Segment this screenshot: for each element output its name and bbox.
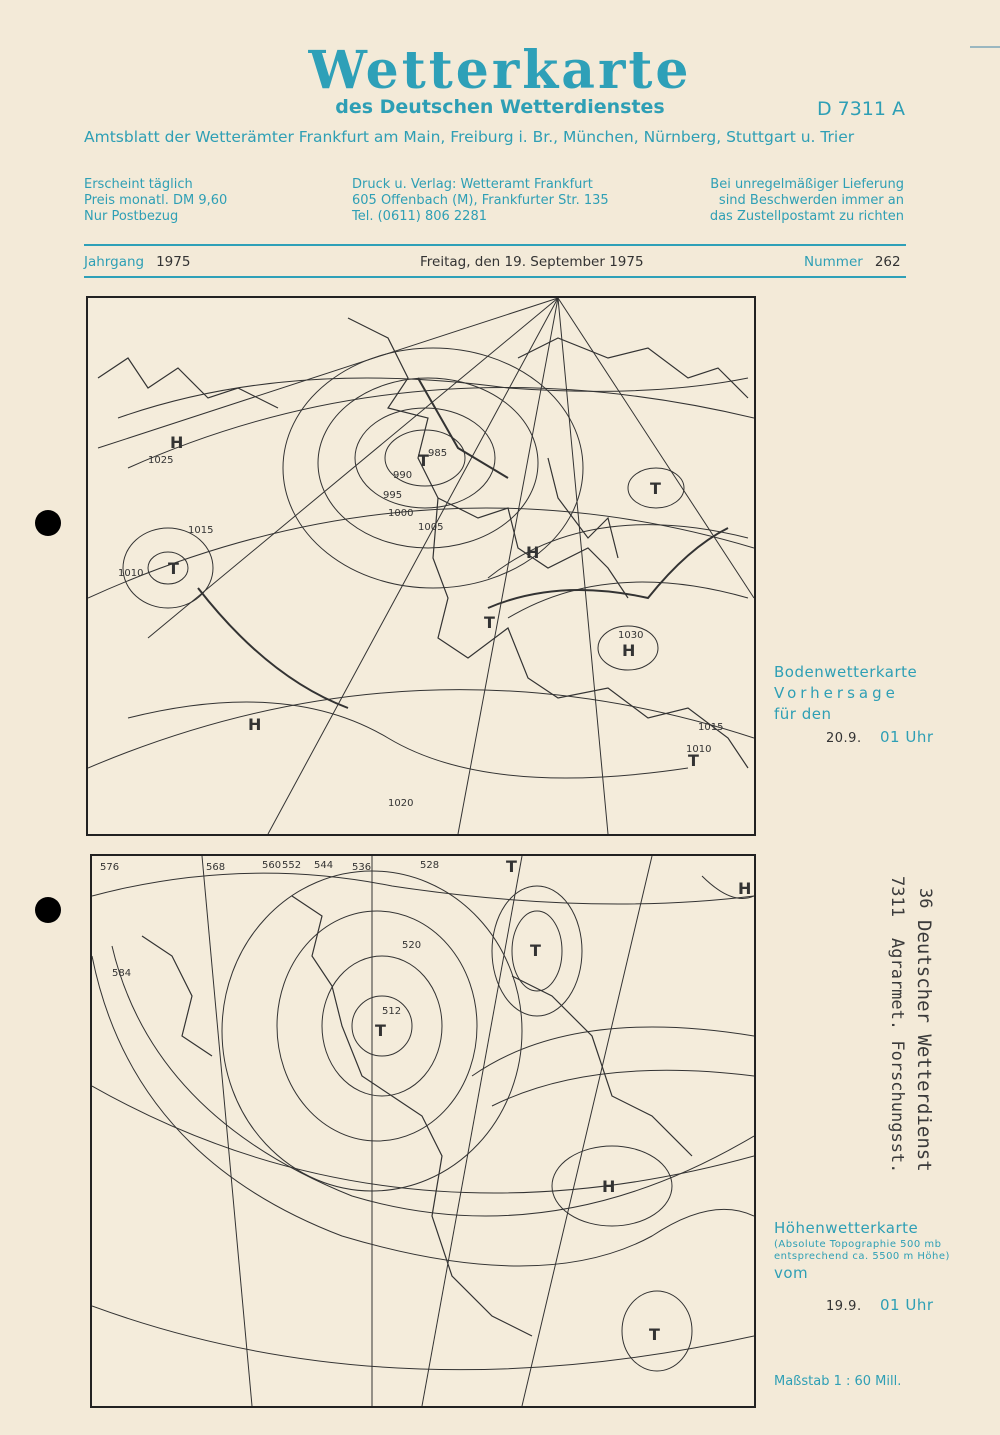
svg-text:1030: 1030 [618, 630, 644, 641]
publication-code: D 7311 A [816, 98, 905, 120]
upper-air-map-caption: Höhenwetterkarte (Absolute Topographie 500 mb entsprechend ca. 5500 m Höhe) vom [774, 1219, 950, 1282]
graticule-line [88, 690, 754, 768]
handwritten-note: 36 [915, 888, 935, 909]
isobar-labels [118, 448, 723, 809]
masthead-subtitle: des Deutschen Wetterdienstes [335, 96, 665, 118]
svg-text:560: 560 [262, 860, 282, 871]
svg-text:576: 576 [100, 862, 120, 873]
punch-hole-top [35, 510, 61, 536]
svg-text:985: 985 [428, 448, 448, 459]
edge-mark [970, 46, 1000, 48]
graticule-line [522, 856, 652, 1406]
svg-text:T: T [484, 613, 495, 632]
svg-text:512: 512 [382, 1006, 402, 1017]
svg-text:1025: 1025 [148, 455, 174, 466]
svg-text:584: 584 [112, 968, 132, 979]
svg-text:T: T [649, 1325, 660, 1344]
height-contour [112, 946, 754, 1216]
height-contour [472, 1027, 754, 1076]
upper-air-map-date: 19.9. [826, 1299, 862, 1314]
svg-text:528: 528 [420, 860, 440, 871]
svg-text:552: 552 [282, 860, 302, 871]
graticule-line [458, 298, 558, 834]
subscription-info: Erscheint täglich Preis monatl. DM 9,60 Nur Postbezug [84, 177, 228, 224]
svg-text:T: T [168, 559, 179, 578]
library-stamp-line2: Agrarmet. Forschungsst. [887, 938, 907, 1174]
svg-text:H: H [738, 879, 752, 898]
svg-text:T: T [650, 479, 661, 498]
svg-text:T: T [418, 451, 429, 470]
graticule-line [558, 298, 608, 834]
coastline [142, 936, 212, 1056]
issue-number: Nummer 262 [804, 254, 901, 270]
header-rule-bottom [84, 276, 906, 278]
graticule-line [92, 1086, 754, 1193]
masthead-title: Wetterkarte [308, 40, 692, 101]
upper-air-map-drawing [92, 856, 754, 1406]
cold-front [198, 588, 348, 708]
svg-text:568: 568 [206, 862, 226, 873]
svg-text:1000: 1000 [388, 508, 414, 519]
library-stamp-line1: Deutscher Wetterdienst [913, 920, 935, 1172]
surface-map-drawing [88, 298, 754, 834]
contour-labels [100, 860, 439, 1017]
height-contour [492, 1070, 754, 1106]
coastline [98, 358, 278, 408]
issue-date: Freitag, den 19. September 1975 [420, 254, 644, 270]
isobar [128, 702, 688, 778]
svg-text:1015: 1015 [188, 525, 214, 536]
volume: Jahrgang 1975 [84, 254, 191, 270]
upper-air-map-time: 01 Uhr [880, 1296, 934, 1314]
svg-text:990: 990 [393, 470, 413, 481]
library-stamp-number: 7311 [887, 876, 907, 917]
graticule-line [558, 298, 754, 598]
svg-text:1010: 1010 [686, 744, 712, 755]
punch-hole-bottom [35, 897, 61, 923]
delivery-info: Bei unregelmäßiger Lieferung sind Beschwerden immer an das Zustellpostamt zu richten [709, 177, 904, 224]
svg-text:H: H [248, 715, 262, 734]
pressure-centers [168, 433, 699, 770]
svg-text:H: H [622, 641, 636, 660]
coastline [292, 896, 532, 1336]
isobar [118, 378, 748, 418]
svg-text:1005: 1005 [418, 522, 444, 533]
surface-map-date: 20.9. [826, 731, 862, 746]
svg-text:1010: 1010 [118, 568, 144, 579]
surface-map-time: 01 Uhr [880, 728, 934, 746]
height-contour [92, 956, 754, 1266]
graticule-line [148, 298, 558, 638]
svg-text:T: T [506, 857, 517, 876]
svg-text:1020: 1020 [388, 798, 414, 809]
svg-text:995: 995 [383, 490, 403, 501]
svg-text:544: 544 [314, 860, 334, 871]
svg-text:T: T [688, 751, 699, 770]
svg-text:1015: 1015 [698, 722, 724, 733]
surface-map-caption: Bodenwetterkarte Vorhersage für den [774, 663, 918, 723]
svg-text:H: H [602, 1177, 616, 1196]
isobar [508, 582, 748, 618]
height-contour [92, 873, 754, 904]
svg-text:T: T [375, 1021, 386, 1040]
svg-text:536: 536 [352, 862, 372, 873]
surface-weather-map [86, 296, 756, 836]
svg-text:H: H [526, 543, 540, 562]
svg-text:520: 520 [402, 940, 422, 951]
publisher-info: Druck u. Verlag: Wetteramt Frankfurt 605 Offenbach (M), Frankfurter Str. 135 Tel. (0611) 806 2281 [352, 177, 609, 224]
official-gazette-line: Amtsblatt der Wetterämter Frankfurt am Main, Freiburg i. Br., München, Nürnberg, Stuttgart u. Trier [84, 128, 855, 146]
upper-air-map [90, 854, 756, 1408]
svg-text:T: T [530, 941, 541, 960]
header-rule-top [84, 244, 906, 246]
graticule-line [202, 856, 252, 1406]
map-scale: Maßstab 1 : 60 Mill. [774, 1374, 902, 1389]
coastline [512, 976, 692, 1156]
svg-text:H: H [170, 433, 184, 452]
